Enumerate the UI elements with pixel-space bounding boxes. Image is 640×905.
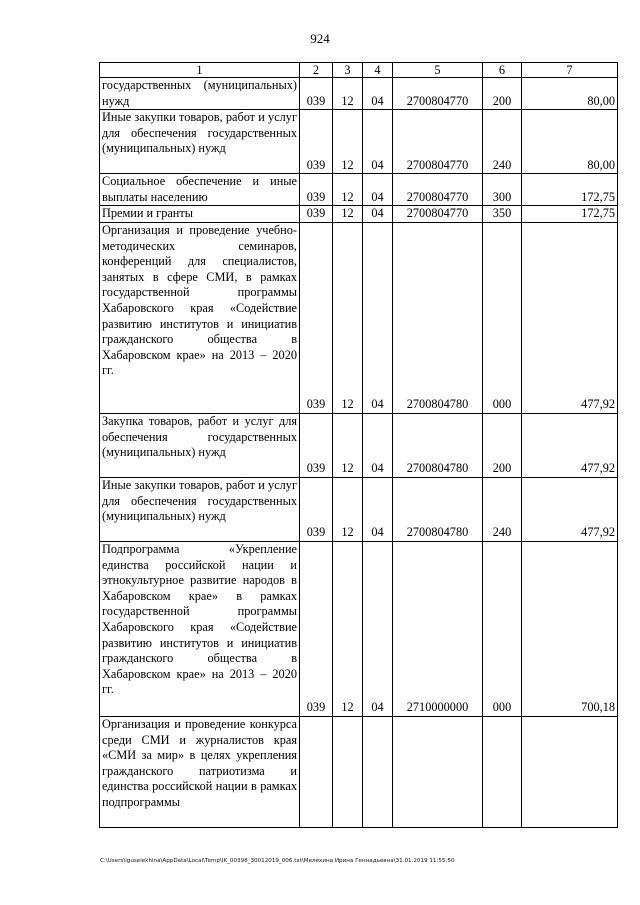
table-row [100,477,618,541]
cell-expense-type: 300 [483,174,522,206]
cell-section: 12 [333,413,363,477]
header-cell: 5 [393,63,483,78]
cell-target-article: 2700804780 [393,477,483,541]
file-path-footer: C:\Users\iguselekhina\AppData\Local\Temp\IK_00398_30012019_006.txt\Мелехина Ирина Геннадьевна\31.01.2019 11:55:50 [100,858,455,864]
row-name: государственных (муниципальных) нужд [100,78,300,110]
cell-section: 12 [333,174,363,206]
budget-table [99,62,618,828]
cell-amount: 700,18 [522,541,618,716]
cell-section: 12 [333,78,363,110]
cell-expense-type: 350 [483,206,522,223]
cell-section [333,716,363,827]
cell-expense-type: 000 [483,222,522,413]
row-name: Закупка товаров, работ и услуг для обеспечения государственных (муниципальных) нужд [100,413,300,477]
cell-target-article: 2700804780 [393,413,483,477]
cell-subsection: 04 [363,110,393,174]
table-row [100,413,618,477]
header-cell: 2 [300,63,333,78]
cell-subsection: 04 [363,206,393,223]
cell-target-article: 2700804780 [393,222,483,413]
cell-amount: 80,00 [522,78,618,110]
table-row [100,174,618,206]
cell-amount [522,716,618,827]
cell-subsection: 04 [363,541,393,716]
cell-ministry: 039 [300,174,333,206]
cell-expense-type: 200 [483,78,522,110]
row-name: Социальное обеспечение и иные выплаты населению [100,174,300,206]
cell-ministry: 039 [300,110,333,174]
cell-subsection [363,716,393,827]
cell-subsection: 04 [363,78,393,110]
cell-subsection: 04 [363,174,393,206]
row-name: Подпрограмма «Укрепление единства российской нации и этнокультурное развитие народов в Хабаровском крае» в рамках государственной программы Хабаровского края «Содействие развитию институтов и инициатив гражданского общества в Хабаровском крае» на 2013 – 2020 гг. [100,541,300,716]
cell-target-article [393,716,483,827]
cell-amount: 80,00 [522,110,618,174]
row-name: Организация и проведение учебно-методических семинаров, конференций для специалистов, занятых в сфере СМИ, в рамках государственной программы Хабаровского края «Содействие развитию институтов и инициатив гражданского общества в Хабаровском крае» на 2013 – 2020 гг. [100,222,300,413]
cell-ministry [300,716,333,827]
header-cell: 1 [100,63,300,78]
cell-subsection: 04 [363,413,393,477]
header-cell: 7 [522,63,618,78]
cell-section: 12 [333,541,363,716]
cell-ministry: 039 [300,78,333,110]
cell-ministry: 039 [300,541,333,716]
table-header-row [100,63,618,78]
table-row [100,78,618,110]
cell-expense-type: 240 [483,110,522,174]
cell-target-article: 2710000000 [393,541,483,716]
row-name: Иные закупки товаров, работ и услуг для обеспечения государственных (муниципальных) нужд [100,477,300,541]
cell-section: 12 [333,110,363,174]
cell-ministry: 039 [300,477,333,541]
table-row [100,716,618,827]
cell-section: 12 [333,477,363,541]
row-name: Иные закупки товаров, работ и услуг для обеспечения государственных (муниципальных) нужд [100,110,300,174]
cell-amount: 172,75 [522,206,618,223]
cell-amount: 477,92 [522,222,618,413]
header-cell: 3 [333,63,363,78]
cell-target-article: 2700804770 [393,78,483,110]
cell-expense-type: 000 [483,541,522,716]
cell-section: 12 [333,222,363,413]
row-name: Организация и проведение конкурса среди СМИ и журналистов края «СМИ за мир» в целях укрепления гражданского патриотизма и единства российской нации в рамках подпрограммы [100,716,300,827]
cell-expense-type: 240 [483,477,522,541]
cell-amount: 477,92 [522,413,618,477]
cell-target-article: 2700804770 [393,110,483,174]
cell-ministry: 039 [300,222,333,413]
cell-amount: 477,92 [522,477,618,541]
cell-expense-type [483,716,522,827]
header-cell: 4 [363,63,393,78]
cell-subsection: 04 [363,477,393,541]
page-number: 924 [310,31,330,46]
table-row [100,222,618,413]
cell-ministry: 039 [300,206,333,223]
table-row [100,206,618,223]
table-row [100,541,618,716]
cell-expense-type: 200 [483,413,522,477]
cell-subsection: 04 [363,222,393,413]
cell-section: 12 [333,206,363,223]
cell-ministry: 039 [300,413,333,477]
header-cell: 6 [483,63,522,78]
cell-amount: 172,75 [522,174,618,206]
table-row [100,110,618,174]
cell-target-article: 2700804770 [393,206,483,223]
cell-target-article: 2700804770 [393,174,483,206]
row-name: Премии и гранты [100,206,300,223]
